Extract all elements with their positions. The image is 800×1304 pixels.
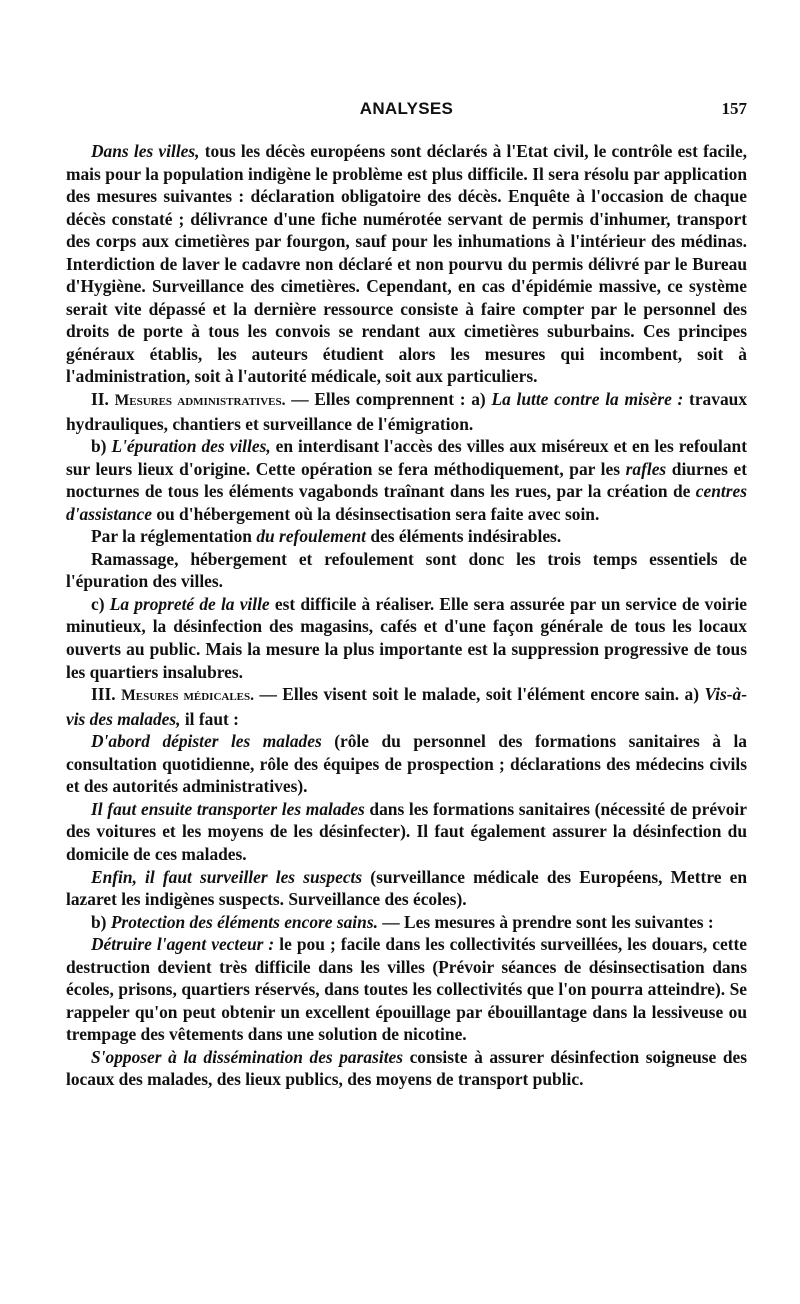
italic-text: Enfin, il faut surveiller les suspects	[91, 866, 363, 887]
text-run: en interdisant l'accès des villes aux miséreux et en les refoulant sur leurs lieux d'origine. Cette opération se fera méthodiquement, par les	[66, 436, 748, 479]
text-run: ou d'hébergement où la désinsectisation sera faite avec soin.	[152, 503, 600, 524]
text-run: il faut :	[180, 708, 239, 729]
document-page	[66, 98, 747, 1091]
paragraph	[66, 435, 747, 525]
text-run: travaux hydrauliques, chantiers et surveillance de l'émigration.	[66, 389, 748, 434]
italic-text: L'épuration des villes,	[111, 436, 271, 457]
paragraph	[66, 798, 747, 866]
paragraph	[66, 140, 747, 388]
text-run: c)	[91, 593, 110, 614]
page-header	[66, 98, 747, 124]
paragraph	[66, 730, 747, 798]
paragraph	[66, 911, 747, 934]
text-run: tous les décès européens sont déclarés à l'Etat civil, le contrôle est facile, mais pour la population indigène le problème est plus difficile. Il sera résolu par application des mesures suivantes : déclaration obligatoire des décès. Enquête à l'occasion de chaque décès constaté ; délivrance d'une fiche numérotée servant de permis d'inhumer, transport des corps aux cimetières par fourgon, sauf pour les inhumations à l'intérieur des médinas. Interdiction de laver le cadavre non déclaré et non pourvu du permis délivré par le Bureau d'Hygiène. Surveillance des cimetières. Cependant, en cas d'épidémie massive, ce système serait vite dépassé et la dernière ressource consiste à faire compter par le personnel des droits de porte à tous les convois se rendant aux cimetières suburbains. Ces principes généraux établis, les auteurs étudient alors les mesures qui incombent, soit à l'administration, soit à l'autorité médicale, soit aux particuliers.	[66, 141, 748, 387]
text-run: b)	[91, 911, 111, 932]
italic-text: du refoulement	[256, 526, 367, 547]
text-run: dans les formations sanitaires (nécessité de prévoir des voitures et les moyens de les désinfecter). Il faut également assurer la désinfection du domicile de ces malades.	[66, 798, 747, 864]
text-run: des éléments indésirables.	[366, 526, 562, 547]
text-run: II.	[91, 389, 115, 410]
italic-text: rafles	[625, 458, 667, 479]
italic-text: Il faut ensuite transporter les malades	[91, 798, 365, 819]
italic-text: Dans les villes,	[91, 141, 200, 161]
italic-text: Vis-à-vis des malades,	[66, 684, 747, 729]
text-run: Par la réglementation	[91, 526, 257, 547]
text-run: (surveillance médicale des Européens, Mettre en lazaret les indigènes suspects. Surveillance des écoles).	[66, 866, 747, 910]
text-run: (rôle du personnel des formations sanitaires à la consultation quotidienne, rôle des équipes de prospection ; déclarations des médecins civils et des autorités administratives).	[66, 731, 747, 797]
text-run: — Les mesures à prendre sont les suivantes :	[377, 911, 714, 932]
paragraph	[66, 388, 747, 435]
italic-text: centres d'assistance	[66, 481, 747, 524]
text-run: III.	[91, 684, 122, 705]
italic-text: Protection des éléments encore sains.	[110, 911, 378, 932]
paragraph	[66, 683, 747, 730]
paragraph	[66, 593, 747, 683]
paragraph	[66, 933, 747, 1046]
italic-text: La lutte contre la misère :	[491, 389, 684, 410]
section-heading: Mesures administratives.	[114, 392, 286, 410]
text-run: est difficile à réaliser. Elle sera assurée par un service de voirie minutieux, la désinfection des magasins, cafés et d'une façon générale de tous les locaux ouverts au public. Mais la mesure la plus importante est la suppression progressive de tous les quartiers insalubres.	[66, 593, 747, 682]
text-run: consiste à assurer désinfection soigneuse des locaux des malades, des lieux publics, des moyens de transport public.	[66, 1046, 747, 1090]
text-run: b)	[91, 436, 112, 457]
text-run: le pou ; facile dans les collectivités surveillées, les douars, cette destruction devient très difficile dans les villes (Prévoir séances de désinsectisation dans écoles, prisons, quartiers réservés, dans toutes les collectivités que l'on pourra atteindre). Se rappeler qu'on peut obtenir un excellent épouillage par ébouillantage dans la lessiveuse ou trempage des vêtements dans une solution de nicotine.	[66, 934, 747, 1045]
italic-text: La propreté de la ville	[109, 593, 270, 614]
text-run: — Elles comprennent : a)	[285, 389, 492, 410]
text-run: Ramassage, hébergement et refoulement sont donc les trois temps essentiels de l'épuration des villes.	[66, 548, 747, 592]
paragraph	[66, 525, 747, 548]
running-title: ANALYSES	[359, 99, 454, 118]
paragraph	[66, 548, 747, 593]
page-number: 157	[721, 99, 747, 118]
section-heading: Mesures médicales.	[121, 687, 255, 705]
italic-text: D'abord dépister les malades	[91, 731, 322, 752]
paragraph	[66, 1046, 747, 1091]
text-run: — Elles visent soit le malade, soit l'élément encore sain. a)	[254, 684, 705, 705]
body-text	[66, 140, 747, 1091]
paragraph	[66, 866, 747, 911]
italic-text: Détruire l'agent vecteur :	[91, 934, 275, 955]
text-run: diurnes et nocturnes de tous les éléments vagabonds traînant dans les rues, par la création de	[66, 458, 747, 502]
italic-text: S'opposer à la dissémination des parasites	[91, 1046, 404, 1067]
